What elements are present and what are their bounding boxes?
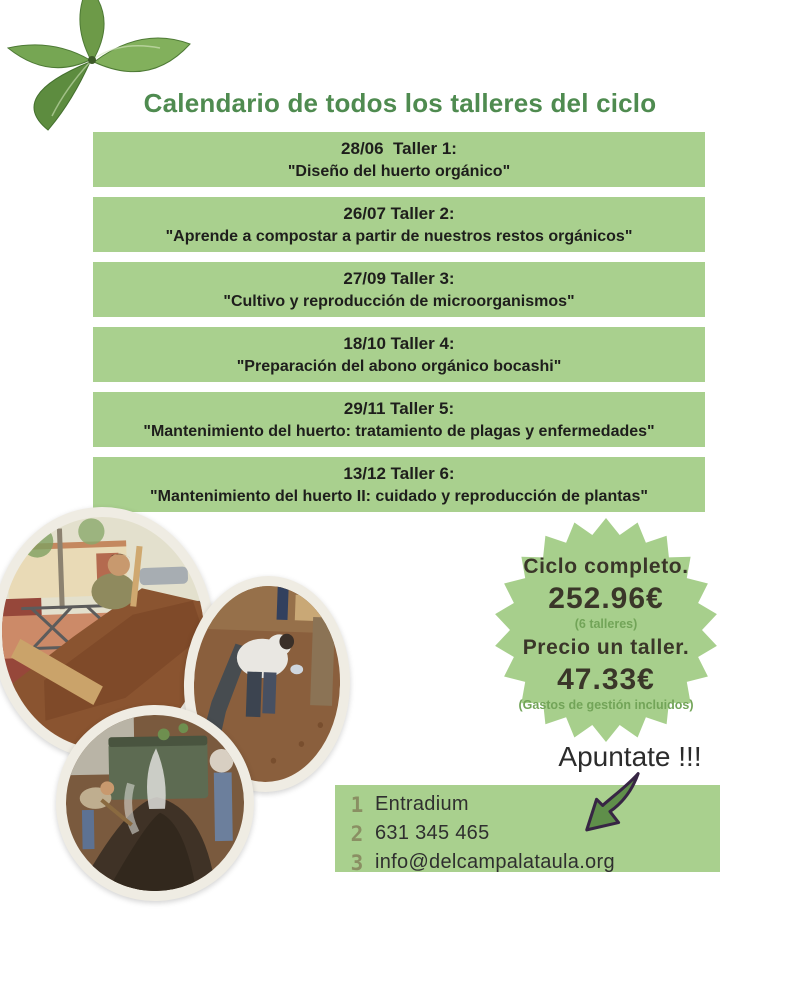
single-workshop-price: 47.33€ <box>557 663 655 696</box>
contact-row-platform <box>345 790 720 819</box>
workshop-schedule <box>93 132 705 522</box>
workshop-banner-5 <box>93 392 705 447</box>
contact-email: info@delcampalataula.org <box>375 851 615 873</box>
smoking-compost-pile-photo <box>54 703 255 902</box>
full-cycle-price: 252.96€ <box>548 582 664 615</box>
contact-box <box>335 785 720 875</box>
workshop-date: 29/11 Taller 5: <box>343 398 455 418</box>
workshop-title: "Preparación del abono orgánico bocashi" <box>236 357 562 375</box>
workshop-banner-2 <box>93 197 705 252</box>
workshop-banner-4 <box>93 327 705 382</box>
contact-number-2: 2 <box>350 821 364 846</box>
workshop-date: 28/06 Taller 1: <box>341 138 457 158</box>
workshop-date: 18/10 Taller 4: <box>343 333 455 353</box>
contact-platform: Entradium <box>375 793 469 815</box>
single-workshop-label: Precio un taller. <box>522 636 690 659</box>
workshop-title: "Cultivo y reproducción de microorganismos" <box>223 292 575 310</box>
fees-note: (Gastos de gestión incluidos) <box>518 698 694 712</box>
contact-number-1: 1 <box>350 792 364 817</box>
workshop-title: "Mantenimiento del huerto II: cuidado y reproducción de plantas" <box>150 487 648 505</box>
workshop-date: 27/09 Taller 3: <box>343 268 455 288</box>
contact-phone: 631 345 465 <box>375 822 490 844</box>
price-badge <box>494 514 718 746</box>
workshop-title: "Diseño del huerto orgánico" <box>287 162 511 180</box>
page-title: Calendario de todos los talleres del ciclo <box>143 88 657 118</box>
price-badge-text <box>494 552 718 714</box>
full-cycle-label: Ciclo completo. <box>523 555 689 578</box>
workshop-title: "Aprende a compostar a partir de nuestros restos orgánicos" <box>165 227 633 245</box>
workshop-banner-3 <box>93 262 705 317</box>
contact-row-email <box>345 848 720 877</box>
contact-row-phone <box>345 819 720 848</box>
curved-arrow-down-left-icon <box>577 766 643 840</box>
workshop-banner-1 <box>93 132 705 187</box>
workshop-date: 26/07 Taller 2: <box>343 203 455 223</box>
workshop-title: "Mantenimiento del huerto: tratamiento de plagas y enfermedades" <box>143 422 655 440</box>
workshop-banner-6 <box>93 457 705 512</box>
workshop-date: 13/12 Taller 6: <box>343 463 455 483</box>
signup-cta: Apuntate !!! <box>558 741 702 772</box>
contact-number-3: 3 <box>350 850 364 875</box>
full-cycle-note: (6 talleres) <box>574 617 638 631</box>
